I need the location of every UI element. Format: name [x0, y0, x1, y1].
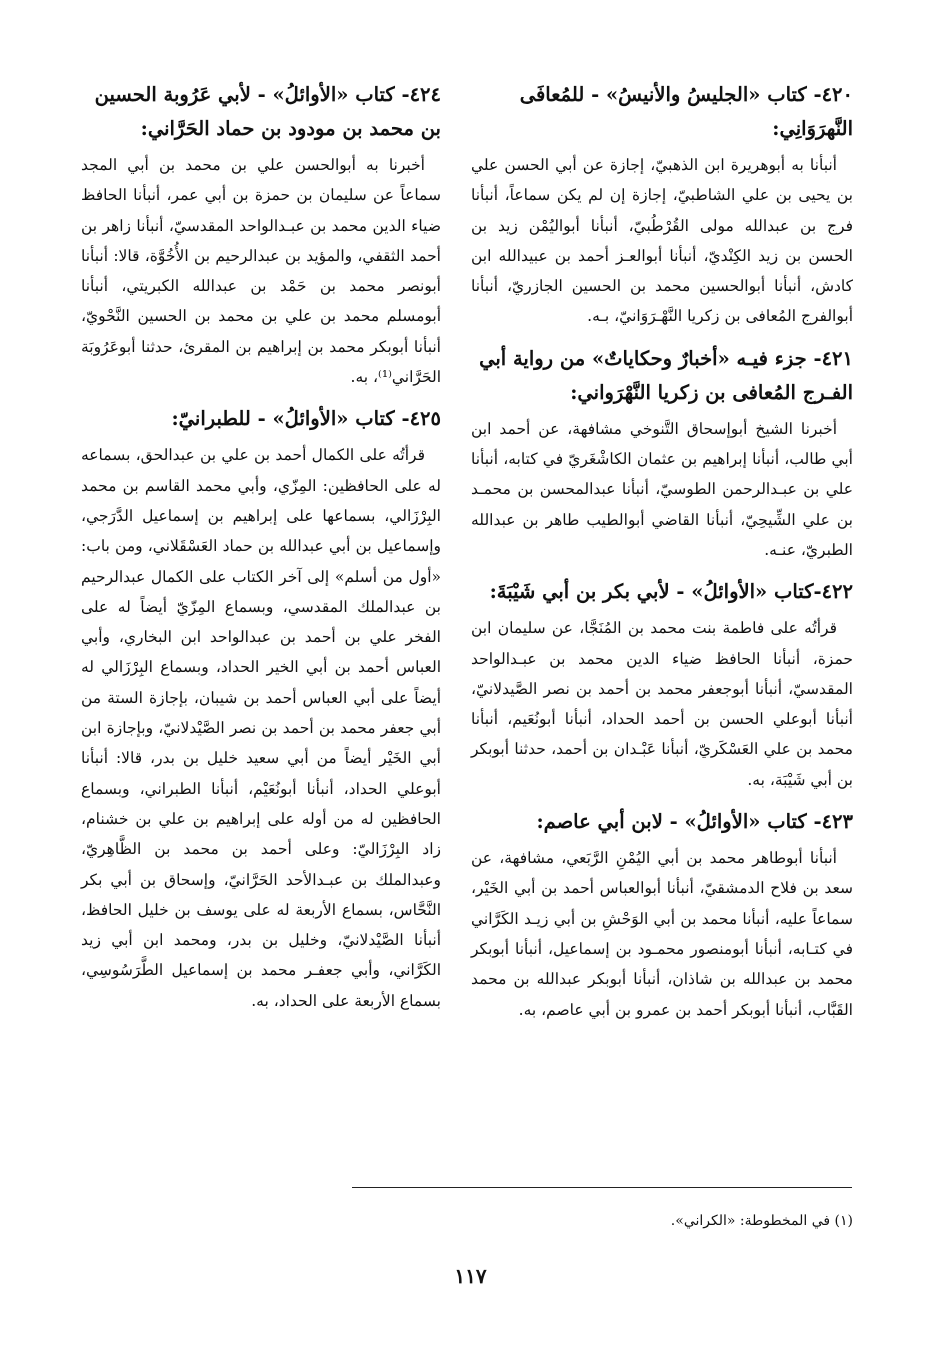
entry-text: أخبرنا به أبوالحسن علي بن محمد بن أبي المجد سماعاً عن سليمان بن حمزة بن أبي عمر، أنبأنا الحافظ ضياء الدين محمد بن عبـدالواحد المقدسيّ، أنبأنا زاهر بن أحمد الثقفي، والمؤيد بن عبدالرحيم بن الأُخُوَّة، قالا: أنبأنا أبونصر محمد بن حَمْد بن عبدالله الكبريتي، أنبأنا أبومسلم محمد بن علي بن محمد بن الحسين النَّحْويّ، أنبأنا أبوبكر محمد بن إبراهيم بن المقرئ، حدثنا أبوعَرُوبَة الحَرَّاني⁽¹⁾، به. [81, 156, 441, 387]
footnote-divider [352, 1187, 852, 1188]
entry-text: أنبأنا أبوطاهر محمد بن أبي اليُمْنِ الرَّبَعي، مشافهة، عن سعد بن فلاح الدمشقيّ، أنبأنا أبوالعباس أحمد بن أبي الخَيْر، سماعاً عليه، أنبأنا محمد بن أبي الوَحْشِ بن أبي زيـد الكَرَّاني في كتـابه، أنبأنا أبومنصور محمـود بن إسماعيل، أنبأنا أبوبكر محمد بن عبدالله بن شاذان، أنبأنا أبوبكر عبدالله بن محمد القَبَّاب، أنبأنا أبوبكر أحمد بن عمرو بن أبي عاصم، به. [471, 849, 853, 1019]
entry-text: قرأتُه على الكمال أحمد بن علي بن عبدالحق، بسماعه له على الحافظين: المِزّي، وأبي محمد القاسم بن محمد البِرْزَالي، بسماعها على إبراهيم بن إسماعيل الدَّرَجي، وإسماعيل بن أبي عبدالله بن حماد العَسْقَلاني، ومن باب: «أول من أسلم» إلى آخر الكتاب على الكمال عبدالرحيم بن عبدالملك المقدسي، وبسماع المِزّيّ أيضاً له على الفخر علي بن أحمد بن عبدالواحد ابن البخاري، وأبي العباس أحمد بن أبي الخير الحداد، وبسماع البِرْزَالي له أيضاً على أبي العباس أحمد بن شيبان، بإجازة الستة من أبي جعفر محمد بن أحمد بن نصر الصَّيْدلانيّ، وبإجازة ابن أبي الخَيْر أيضاً من أبي سعيد خليل بن بدر، قالا: أنبأنا أبوعلي الحداد، أنبأنا أبونُعَيْم، أنبأنا الطبراني، وبسماع الحافظين له من أوله على إبراهيم بن علي بن خشنام، زاد البِرْزَاليّ: وعلى أحمد بن محمد بن الظَّاهِريّ، وعبدالملك بن عبـدالأحد الحَرَّانيّ، وإسحاق بن أبي بكر النَّحَّاس، بسماع الأربعة له على يوسف بن خليل الحافظ، أنبأنا الصَّيْدلانيّ، وخليل بن بدر، ومحمد ابن أبي زيد الكَرَّاني، وأبي جعفـر محمد بن إسماعيل الطَّرَسُوسِي، بسماع الأربعة على الحداد، به. [81, 446, 441, 1010]
entry-420 [471, 78, 853, 332]
entry-text: أنبأنا به أبوهريرة ابن الذهبيّ، إجازة عن أبي الحسن علي بن يحيى بن علي الشاطبيّ، إجازة إن لم يكن سماعاً، أنبأنا فرج بن عبدالله مولى القُرْطُبيّ، أنبأنا أبواليُمْن زيد بن الحسن بن زيد الكِنْديّ، أنبأنا أبوالعـز أحمد بن عبيدالله ابن كادش، أنبأنا أبوالحسين محمد بن الحسين الجازريّ، أنبأنا أبوالفرج المُعافى بن زكريا النَّهْـرَوَانيّ، بـه. [471, 156, 853, 326]
page-number: ١١٧ [454, 1264, 487, 1288]
entry-heading: ٤٢٤- كتاب «الأوائلُ» - لأبي عَرُوبة الحسين بن محمد بن مودود بن حماد الحَرَّاني: [94, 83, 441, 140]
entry-heading: ٤٢٣- كتاب «الأوائلُ» - لابن أبي عاصم: [536, 810, 853, 834]
right-column [471, 78, 853, 1035]
entry-text: أخبرنا الشيخ أبوإسحاق التَّنوخي مشافهة، عن أحمد ابن أبي طالب، أنبأنا إبراهيم بن عثمان الكاشْغَريّ في كتابه، أنبأنا علي بن عبـدالرحمن الطوسيّ، أنبأنا عبدالمحسن بن محمـد بن علي الشِّيحِيّ، أنبأنا القاضي أبوالطيب طاهر بن عبدالله الطبريّ، عنـه. [471, 419, 853, 559]
entry-heading: ٤٢٢-كتاب «الأوائلُ» - لأبي بكر بن أبي شَيْبَةَ: [489, 580, 853, 604]
entry-423 [471, 805, 853, 1025]
footnote: (١) في المخطوطة: «الكراني». [670, 1213, 853, 1229]
entry-422 [471, 575, 853, 795]
entry-421 [471, 342, 853, 565]
entry-424 [81, 78, 441, 392]
entry-heading: ٤٢١- جزء فيـه «أخبارٌ وحكاياتٌ» من رواية أبي الفـرج المُعافى بن زكريا النَّهْرَواني: [479, 346, 853, 404]
entry-heading: ٤٢٠- كتاب «الجليسُ والأنيسُ» - للمُعافَى النَّهرَوَانِي: [519, 83, 853, 140]
entry-heading: ٤٢٥- كتاب «الأوائلُ» - للطبرانيّ: [171, 407, 441, 431]
left-column [81, 78, 441, 1026]
entry-425 [81, 402, 441, 1016]
entry-text: قرأتُه على فاطمة بنت محمد بن المُنَجَّا، عن سليمان ابن حمزة، أنبأنا الحافظ ضياء الدين محمد بن عبـدالواحد المقدسيّ، أنبأنا أبوجعفر محمد بن أحمد بن نصر الصَّيدلانيّ، أنبأنا أبوعلي الحسن بن أحمد الحداد، أنبأنا أبونُعَيم، أنبأنا محمد بن علي العَسْكَريّ، أنبأنا عَبْـدان بن أحمد، حدثنا أبوبكر بن أبي شَيْبَة، به. [471, 619, 853, 789]
